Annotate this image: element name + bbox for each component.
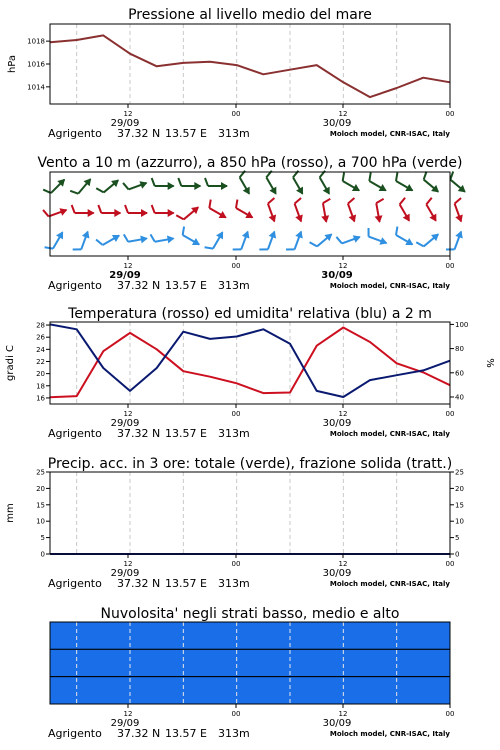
model-credit: Moloch model, CNR-ISAC, Italy xyxy=(329,580,450,588)
location-elev: 313m xyxy=(218,727,250,740)
wind-850-arrow xyxy=(343,198,362,224)
x-tick-label: 12 xyxy=(123,560,133,568)
cloud-layer-basso xyxy=(50,677,450,704)
x-tick-label: 12 xyxy=(338,710,348,718)
x-tick-label: 00 xyxy=(445,262,455,270)
location-name: Agrigento xyxy=(48,727,102,740)
model-credit: Moloch model, CNR-ISAC, Italy xyxy=(329,282,450,290)
x-tick-label: 12 xyxy=(338,410,348,418)
wind-arrow-head xyxy=(269,214,279,223)
wind-700-arrow xyxy=(338,173,364,195)
wind-850-arrow xyxy=(152,205,175,217)
wind-arrow-head xyxy=(219,211,229,221)
y-tick-label: 22 xyxy=(36,357,45,366)
wind-arrow-head xyxy=(168,209,175,217)
wind-arrow-head xyxy=(82,229,92,238)
wind-arrow-barb xyxy=(347,198,356,204)
date-label: 29/09 xyxy=(110,718,140,729)
plot-frame xyxy=(50,322,450,404)
x-tick-label: 00 xyxy=(445,410,455,418)
date-label: 30/09 xyxy=(322,418,352,429)
wind-arrow-barb xyxy=(336,236,342,245)
y-tick-label: 1014 xyxy=(27,83,45,92)
wind-arrow-barb xyxy=(340,173,347,181)
wind-700-arrow xyxy=(261,171,283,197)
wind-arrow-barb xyxy=(176,213,183,221)
location-name: Agrigento xyxy=(48,279,102,292)
wind-850-arrow xyxy=(318,199,334,224)
x-tick-label: 00 xyxy=(231,110,241,118)
wind-arrow-head xyxy=(323,187,333,197)
wind-arrow-barb xyxy=(73,247,82,253)
wind-arrow-barb xyxy=(259,247,268,253)
date-label: 29/09 xyxy=(110,568,140,579)
wind-arrow-head xyxy=(242,229,252,238)
wind-arrow-barb xyxy=(322,199,330,203)
wind-10m-arrow xyxy=(45,227,67,253)
wind-10m-arrow xyxy=(446,228,465,254)
wind-arrow-barb xyxy=(448,172,455,180)
wind-arrow-head xyxy=(243,187,253,197)
location-lat: 37.32 N xyxy=(117,577,161,590)
wind-arrow-head xyxy=(353,233,362,243)
wind-700-arrow xyxy=(391,173,417,195)
location-lon: 13.57 E xyxy=(165,127,207,140)
model-credit: Moloch model, CNR-ISAC, Italy xyxy=(329,430,450,438)
x-tick-label: 00 xyxy=(231,410,241,418)
wind-arrow-barb xyxy=(98,205,101,213)
wind-arrow-barb xyxy=(152,178,155,186)
location-elev: 313m xyxy=(218,427,250,440)
wind-arrow-barb xyxy=(367,173,374,181)
wind-10m-arrow xyxy=(73,228,92,254)
y-tick-label: 16 xyxy=(36,394,45,403)
wind-850-arrow xyxy=(450,198,469,224)
wind-10m-arrow xyxy=(150,230,175,246)
y-tick-label: 24 xyxy=(36,345,45,354)
wind-arrow-barb xyxy=(454,198,463,204)
x-tick-label: 12 xyxy=(338,560,348,568)
date-label: 30/09 xyxy=(321,270,353,281)
y-tick-label: 28 xyxy=(36,321,45,330)
wind-arrow-head xyxy=(139,179,148,189)
wind-700-arrow xyxy=(96,173,121,197)
wind-arrow-head xyxy=(59,206,68,216)
wind-arrow-barb xyxy=(421,172,428,180)
location-lon: 13.57 E xyxy=(165,577,207,590)
wind-arrow-barb xyxy=(205,245,213,252)
location-lat: 37.32 N xyxy=(117,127,161,140)
wind-700-arrow xyxy=(288,171,310,197)
wind-10m-arrow xyxy=(336,229,362,248)
wind-850-arrow xyxy=(395,198,417,224)
wind-10m-arrow xyxy=(233,228,252,254)
wind-700-arrow xyxy=(43,173,68,198)
pressure-title: Pressione al livello medio del mare xyxy=(128,7,372,23)
wind-700-arrow xyxy=(70,173,94,198)
x-tick-label: 12 xyxy=(338,262,348,270)
x-tick-label: 12 xyxy=(123,262,133,270)
cloud-layer-medio xyxy=(50,649,450,676)
wind-arrow-barb xyxy=(70,189,78,196)
wind-10m-arrow xyxy=(259,228,278,254)
wind-arrow-barb xyxy=(43,209,49,218)
y-tick-label-right: 15 xyxy=(455,501,464,510)
wind-arrow-head xyxy=(352,184,362,194)
wind-10m-arrow xyxy=(205,227,227,253)
wind-arrow-head xyxy=(112,232,122,242)
y-tick-label-right: 100 xyxy=(455,320,469,329)
wind-arrow-head xyxy=(375,215,384,223)
location-lon: 13.57 E xyxy=(165,279,207,292)
y-tick-label: 26 xyxy=(36,333,45,342)
x-tick-label: 12 xyxy=(123,710,133,718)
wind-arrow-head xyxy=(296,187,306,197)
plot-frame xyxy=(50,24,450,104)
wind-arrow-barb xyxy=(310,240,317,248)
wind-10m-arrow xyxy=(310,227,335,251)
wind-arrow-barb xyxy=(425,198,433,205)
wind-arrow-head xyxy=(403,214,413,224)
location-lon: 13.57 E xyxy=(165,727,207,740)
wind-arrow-head xyxy=(269,187,279,197)
humidity-line xyxy=(50,324,450,397)
wind-700-arrow xyxy=(235,171,257,197)
cloud-panel xyxy=(48,606,454,740)
y-tick-label-right: 0 xyxy=(455,550,460,559)
wind-arrow-head xyxy=(167,234,175,243)
wind-arrow-barb xyxy=(286,247,295,253)
wind-panel xyxy=(37,155,470,292)
pressure-y-label: hPa xyxy=(7,54,18,74)
wind-arrow-head xyxy=(194,182,201,190)
wind-10m-arrow xyxy=(124,230,149,246)
wind-arrow-barb xyxy=(72,205,75,213)
date-label: 29/09 xyxy=(110,118,140,129)
wind-850-arrow xyxy=(421,198,443,224)
x-tick-label: 00 xyxy=(231,710,241,718)
precip-panel xyxy=(5,456,464,590)
wind-arrow-barb xyxy=(152,205,155,213)
x-tick-label: 00 xyxy=(445,710,455,718)
wind-arrow-head xyxy=(192,238,202,248)
wind-arrow-head xyxy=(321,215,330,223)
wind-arrow-barb xyxy=(45,245,53,252)
wind-arrow-head xyxy=(405,238,415,248)
x-tick-label: 00 xyxy=(445,110,455,118)
wind-700-arrow xyxy=(315,171,337,197)
wind-850-arrow xyxy=(205,200,231,222)
wind-arrow-head xyxy=(349,214,359,223)
wind-arrow-barb xyxy=(376,199,384,203)
date-label: 30/09 xyxy=(322,718,352,729)
wind-arrow-barb xyxy=(393,173,400,181)
wind-arrow-barb xyxy=(150,234,154,242)
location-elev: 313m xyxy=(218,279,250,292)
location-lat: 37.32 N xyxy=(117,279,161,292)
wind-700-arrow xyxy=(445,172,470,196)
temperature-title: Temperatura (rosso) ed umidita' relativa (blu) a 2 m xyxy=(68,306,432,322)
wind-arrow-barb xyxy=(178,178,181,186)
wind-850-arrow xyxy=(263,198,282,224)
wind-700-arrow xyxy=(152,178,175,190)
x-tick-label: 00 xyxy=(445,560,455,568)
wind-arrow-barb xyxy=(125,205,128,213)
wind-arrow-barb xyxy=(393,227,400,235)
location-lat: 37.32 N xyxy=(117,427,161,440)
wind-arrow-barb xyxy=(233,200,240,208)
location-lat: 37.32 N xyxy=(117,727,161,740)
y-tick-label: 1016 xyxy=(27,60,45,69)
date-label: 30/09 xyxy=(322,568,352,579)
wind-850-arrow xyxy=(125,205,148,217)
location-name: Agrigento xyxy=(48,127,102,140)
wind-arrow-head xyxy=(56,229,66,239)
x-tick-label: 12 xyxy=(338,110,348,118)
wind-arrow-barb xyxy=(233,247,242,253)
wind-700-arrow xyxy=(365,173,391,195)
wind-700-arrow xyxy=(205,178,228,190)
y-tick-label-right: 10 xyxy=(455,517,464,526)
location-elev: 313m xyxy=(218,127,250,140)
y-tick-label: 20 xyxy=(36,370,45,379)
wind-700-arrow xyxy=(123,175,149,194)
x-tick-label: 12 xyxy=(123,410,133,418)
precip-title: Precip. acc. in 3 ore: totale (verde), frazione solida (tratt.) xyxy=(47,456,453,472)
y-tick-label: 18 xyxy=(36,382,45,391)
y-tick-label: 25 xyxy=(36,468,45,477)
wind-arrow-barb xyxy=(416,240,423,248)
wind-arrow-barb xyxy=(205,178,208,186)
humidity-y-label: % xyxy=(484,358,495,368)
wind-arrow-head xyxy=(455,229,465,238)
temperature-line xyxy=(50,328,450,398)
y-tick-label-right: 20 xyxy=(455,484,464,493)
model-credit: Moloch model, CNR-ISAC, Italy xyxy=(329,730,450,738)
wind-arrow-head xyxy=(379,237,388,247)
x-tick-label: 00 xyxy=(231,262,241,270)
wind-arrow-barb xyxy=(294,198,303,204)
y-tick-label-right: 25 xyxy=(455,468,464,477)
date-label: 30/09 xyxy=(322,118,352,129)
y-tick-label: 5 xyxy=(40,534,45,543)
y-tick-label-right: 5 xyxy=(455,534,460,543)
precip-y-label: mm xyxy=(5,503,16,523)
wind-arrow-head xyxy=(295,229,305,238)
model-credit: Moloch model, CNR-ISAC, Italy xyxy=(329,130,450,138)
pressure-line xyxy=(50,35,450,97)
x-tick-label: 00 xyxy=(231,560,241,568)
wind-arrow-head xyxy=(216,229,226,239)
wind-700-arrow xyxy=(419,172,444,196)
y-tick-label: 15 xyxy=(36,501,45,510)
wind-arrow-barb xyxy=(366,228,372,237)
y-tick-label-right: 60 xyxy=(455,369,464,378)
wind-850-arrow xyxy=(43,202,69,221)
wind-arrow-head xyxy=(429,214,439,224)
wind-850-arrow xyxy=(231,200,257,222)
wind-arrow-barb xyxy=(207,200,214,208)
wind-arrow-barb xyxy=(398,198,406,205)
wind-arrow-barb xyxy=(267,198,276,204)
wind-10m-arrow xyxy=(178,227,204,249)
wind-arrow-head xyxy=(221,182,228,190)
wind-arrow-barb xyxy=(180,227,187,235)
location-name: Agrigento xyxy=(48,427,102,440)
y-tick-label-right: 40 xyxy=(455,393,464,402)
wind-arrow-head xyxy=(140,234,148,243)
cloud-title: Nuvolosita' negli strati basso, medio e alto xyxy=(100,606,400,622)
wind-arrow-head xyxy=(141,209,148,217)
y-tick-label-right: 80 xyxy=(455,345,464,354)
wind-arrow-head xyxy=(88,209,95,217)
y-tick-label: 10 xyxy=(36,517,45,526)
wind-850-arrow xyxy=(176,200,201,224)
y-tick-label: 20 xyxy=(36,484,45,493)
location-lon: 13.57 E xyxy=(165,427,207,440)
wind-arrow-barb xyxy=(96,238,103,246)
wind-10m-arrow xyxy=(364,228,390,247)
temperature-y-label: gradi C xyxy=(5,345,16,381)
wind-arrow-head xyxy=(455,214,465,223)
wind-arrow-head xyxy=(114,209,121,217)
wind-850-arrow xyxy=(98,205,121,217)
temperature-panel xyxy=(5,306,495,440)
date-label: 29/09 xyxy=(110,418,140,429)
wind-850-arrow xyxy=(72,205,95,217)
wind-arrow-head xyxy=(245,211,255,221)
wind-arrow-head xyxy=(295,214,305,223)
wind-arrow-head xyxy=(379,184,389,194)
location-elev: 313m xyxy=(218,577,250,590)
wind-850-arrow xyxy=(372,199,388,224)
pressure-panel xyxy=(7,7,454,140)
date-label: 29/09 xyxy=(109,270,141,281)
wind-arrow-barb xyxy=(96,186,103,194)
cloud-layer-alto xyxy=(50,622,450,649)
wind-10m-arrow xyxy=(416,227,441,251)
wind-arrow-barb xyxy=(123,182,129,191)
wind-700-arrow xyxy=(178,178,201,190)
location-name: Agrigento xyxy=(48,577,102,590)
wind-850-arrow xyxy=(290,198,309,224)
y-tick-label: 1018 xyxy=(27,37,45,46)
wind-title: Vento a 10 m (azzurro), a 850 hPa (rosso), a 700 hPa (verde) xyxy=(37,155,463,171)
wind-10m-arrow xyxy=(286,228,305,254)
wind-arrow-head xyxy=(405,184,415,194)
wind-10m-arrow xyxy=(391,227,417,249)
wind-arrow-head xyxy=(269,229,279,238)
wind-arrow-head xyxy=(168,182,175,190)
wind-10m-arrow xyxy=(96,228,122,250)
x-tick-label: 12 xyxy=(123,110,133,118)
y-tick-label: 0 xyxy=(40,550,45,559)
plot-frame xyxy=(50,472,450,554)
wind-arrow-barb xyxy=(124,234,128,242)
